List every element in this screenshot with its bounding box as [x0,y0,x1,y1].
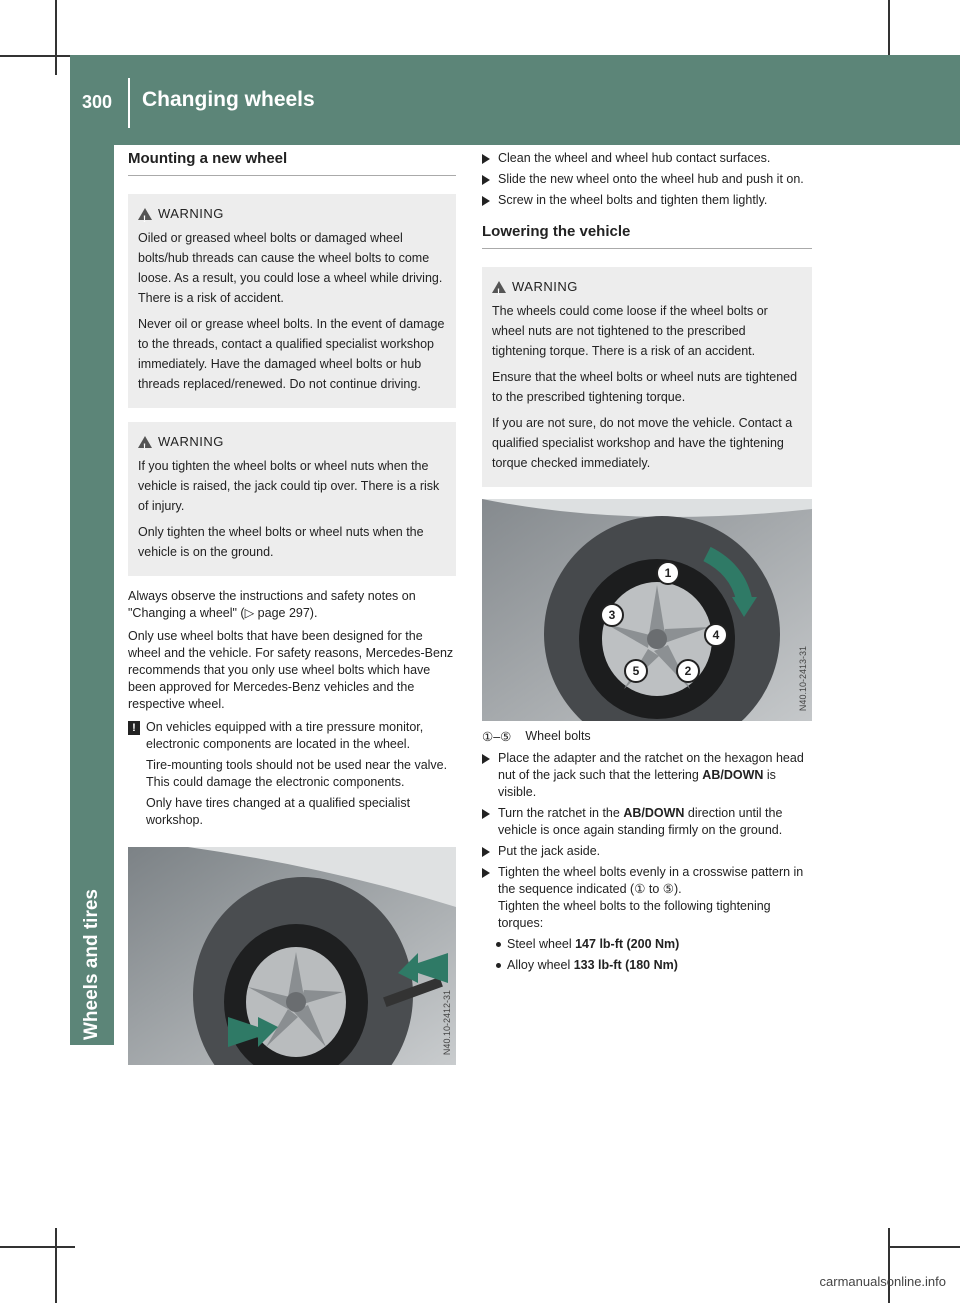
step-arrow-icon [482,868,490,878]
warning-text: If you tighten the wheel bolts or wheel nuts when the vehicle is raised, the jack could tip over. There is a risk of injury. [138,459,440,513]
note-icon: ! [128,721,140,735]
step-text: Clean the wheel and wheel hub contact surfaces. [498,151,771,165]
note-block [128,719,456,833]
warning-box-2 [128,422,456,576]
warning-box-3 [482,267,812,487]
step-item [482,843,812,860]
legend [482,729,812,744]
step-arrow-icon [482,847,490,857]
step-arrow-icon [482,154,490,164]
warning-label: WARNING [158,434,224,449]
callout-5: 5 [624,659,648,683]
bullet-icon [496,963,501,968]
torque-label: Alloy wheel [507,958,574,972]
crop-mark [0,1246,75,1248]
left-column [128,150,456,1065]
torque-value: 147 lb-ft (200 Nm) [575,937,680,951]
step-text: Turn the ratchet in the [498,806,624,820]
step-item [482,750,812,801]
step-arrow-icon [482,196,490,206]
legend-text: Wheel bolts [525,729,591,743]
step-text: direction until the vehicle is once again standing firmly on the ground. [498,806,783,837]
note-text: On vehicles equipped with a tire pressure monitor, electronic components are located in the wheel. [146,720,424,751]
warning-text: Ensure that the wheel bolts or wheel nuts are tightened to the prescribed tightening torque. [492,370,798,404]
legend-range: ①–⑤ [482,730,512,744]
step-item [482,805,812,839]
warning-text: Only tighten the wheel bolts or wheel nuts when the vehicle is on the ground. [138,525,424,559]
image-code: N40.10-2412-31 [442,989,452,1055]
footer-site-link[interactable]: carmanualsonline.info [819,1274,946,1289]
callout-2: 2 [676,659,700,683]
header-divider [128,78,130,128]
warning-box-1 [128,194,456,408]
step-item [482,171,812,188]
step-subtext: Tighten the wheel bolts to the following tightening torques: [498,899,771,930]
note-text: Only have tires changed at a qualified specialist workshop. [146,796,411,827]
step-text-bold: AB/DOWN [702,768,764,782]
callout-1: 1 [656,561,680,585]
torque-item [496,957,812,974]
step-item [482,150,812,167]
right-column [482,150,812,978]
wheel-bolts-illustration [482,499,812,721]
body-text: Always observe the instructions and safety notes on "Changing a wheel" (▷ page 297). [128,589,416,620]
step-arrow-icon [482,809,490,819]
warning-text: Oiled or greased wheel bolts or damaged wheel bolts/hub threads can cause the wheel bolts to come loose. As a result, you could lose a wheel while driving. There is a risk of accident. [138,231,443,305]
crop-mark [888,1246,960,1248]
crop-mark [0,55,75,57]
warning-icon [138,436,152,448]
warning-icon [138,208,152,220]
note-text: Tire-mounting tools should not be used near the valve. This could damage the electronic components. [146,758,448,789]
step-text: Put the jack aside. [498,844,601,858]
warning-text: Never oil or grease wheel bolts. In the event of damage to the threads, contact a qualified specialist workshop immediately. Have the damaged wheel bolts or hub threads replaced/renewed. Do not continue driving. [138,317,445,391]
body-text: Only use wheel bolts that have been designed for the wheel and the vehicle. For safety reasons, Mercedes-Benz recommends that you only use wheel bolts which have been approved for Mercedes-Benz vehicles and the respective wheel. [128,629,454,711]
crop-mark [888,1228,890,1303]
warning-text: If you are not sure, do not move the vehicle. Contact a qualified specialist workshop and have the tightening torque checked immediately. [492,416,793,470]
callout-3: 3 [600,603,624,627]
callout-4: 4 [704,623,728,647]
section-heading-lowering: Lowering the vehicle [482,223,812,249]
section-heading-mounting: Mounting a new wheel [128,150,456,176]
photo-wheel-bolts [482,499,812,721]
step-arrow-icon [482,175,490,185]
step-item [482,864,812,932]
crop-mark [55,1228,57,1303]
torque-value: 133 lb-ft (180 Nm) [573,958,678,972]
photo-wheel-mounting [128,847,456,1065]
step-text: is visible. [498,768,776,799]
page-title: Changing wheels [142,88,315,111]
warning-label: WARNING [158,206,224,221]
torque-label: Steel wheel [507,937,576,951]
warning-icon [492,281,506,293]
crop-mark [888,0,890,55]
warning-label: WARNING [512,279,578,294]
bullet-icon [496,942,501,947]
torque-item [496,936,812,953]
crop-mark [55,0,57,75]
step-text: Screw in the wheel bolts and tighten them lightly. [498,193,768,207]
step-text: Slide the new wheel onto the wheel hub and push it on. [498,172,804,186]
step-item [482,192,812,209]
warning-text: The wheels could come loose if the wheel bolts or wheel nuts are not tightened to the prescribed tightening torque. There is a risk of an accident. [492,304,768,358]
page-number: 300 [82,92,113,112]
wheel-mounting-illustration [128,847,456,1065]
image-code: N40.10-2413-31 [798,645,808,711]
side-tab-label: Wheels and tires [81,889,102,1040]
step-text-bold: AB/DOWN [623,806,685,820]
step-arrow-icon [482,754,490,764]
step-text: Tighten the wheel bolts evenly in a crosswise pattern in the sequence indicated (① to ⑤). [498,865,804,896]
step-text: Place the adapter and the ratchet on the hexagon head nut of the jack such that the lettering [498,751,804,782]
